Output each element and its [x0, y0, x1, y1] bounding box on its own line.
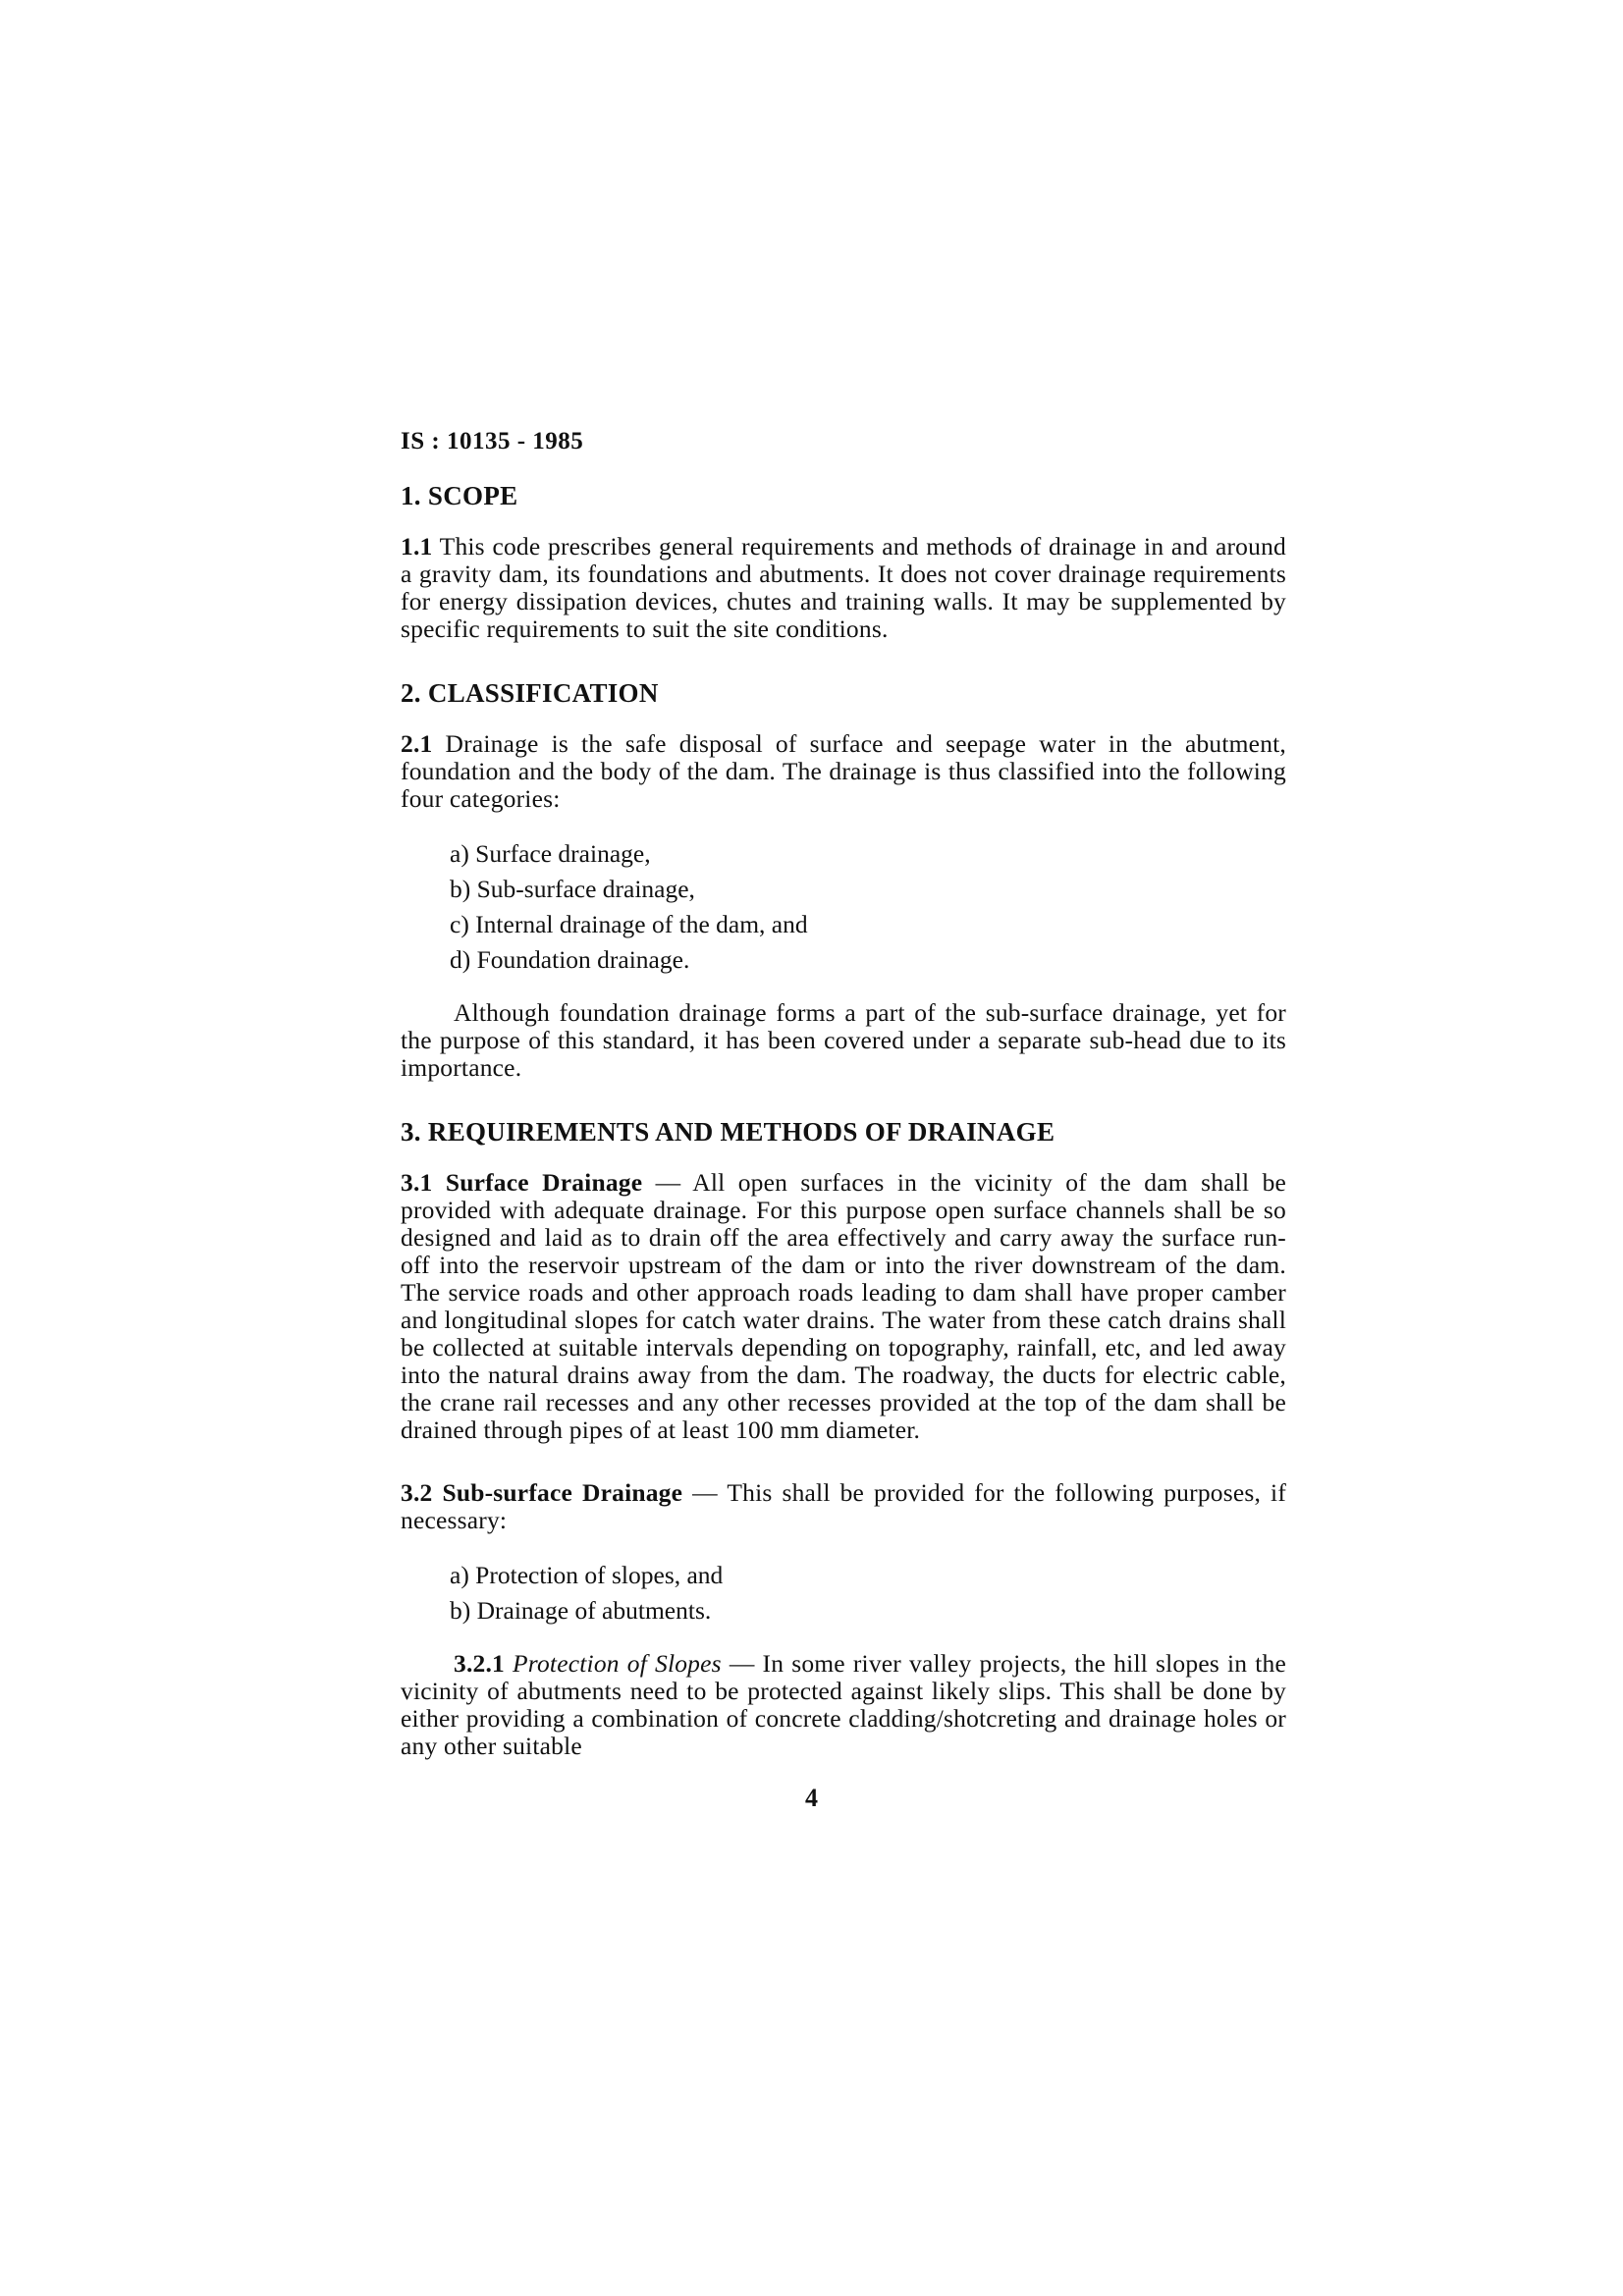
list-item: b) Drainage of abutments.	[450, 1596, 712, 1625]
clause-title: Protection of Slopes	[513, 1649, 722, 1678]
list-item: c) Internal drainage of the dam, and	[450, 910, 808, 938]
clause-number: 3.1	[401, 1168, 433, 1197]
paragraph-3-2	[401, 1479, 1286, 1534]
list-item: a) Surface drainage,	[450, 839, 651, 868]
heading-requirements: 3. REQUIREMENTS AND METHODS OF DRAINAGE	[401, 1117, 1055, 1147]
text-column	[401, 428, 1286, 1795]
clause-title: Surface Drainage	[445, 1168, 643, 1197]
heading-scope: 1. SCOPE	[401, 481, 518, 510]
paragraph-3-2-1	[401, 1650, 1286, 1760]
list-item: a) Protection of slopes, and	[450, 1561, 724, 1589]
subsurface-purposes-list	[401, 1558, 1286, 1629]
list-item: d) Foundation drainage.	[450, 945, 690, 974]
document-code: IS : 10135 - 1985	[401, 428, 584, 454]
clause-number: 1.1	[401, 532, 433, 561]
paragraph-3-1	[401, 1169, 1286, 1444]
clause-number: 3.2	[401, 1478, 433, 1507]
clause-number: 2.1	[401, 729, 433, 758]
clause-number: 3.2.1	[454, 1649, 505, 1678]
drainage-categories-list	[401, 836, 1286, 978]
clause-text: — In some river valley projects, the hill slopes in the vicinity of abutments need to be protected against likely slips. This shall be done by either providing a combination of concrete cladding/shotcreting and drainage holes or any other suitable	[401, 1649, 1287, 1760]
paragraph-1-1	[401, 533, 1286, 643]
list-item: b) Sub-surface drainage,	[450, 875, 695, 903]
clause-title: Sub-surface Drainage	[442, 1478, 683, 1507]
clause-text: — All open surfaces in the vicinity of the dam shall be provided with adequate drainage. For this purpose open surface channels shall be so designed and laid as to drain off the area effectively and carry away the surface run-off into the reservoir upstream of the dam or into the river downstream of the dam. The service roads and other approach roads leading to dam shall have proper camber and longitudinal slopes for catch water drains. The water from these catch drains shall be collected at suitable intervals depending on topography, rainfall, etc, and led away into the natural drains away from the dam. The roadway, the ducts for electric cable, the crane rail recesses and any other recesses provided at the top of the dam shall be drained through pipes of at least 100 mm diameter.	[401, 1168, 1287, 1444]
classification-note: Although foundation drainage forms a part of the sub-surface drainage, yet for the purpose of this standard, it has been covered under a separate sub-head due to its importance.	[401, 998, 1286, 1082]
clause-text: Drainage is the safe disposal of surface and seepage water in the abutment, foundation and the body of the dam. The drainage is thus classified into the following four categories:	[401, 729, 1287, 813]
paragraph-2-1	[401, 730, 1286, 813]
heading-classification: 2. CLASSIFICATION	[401, 678, 659, 708]
clause-text: — This shall be provided for the following purposes, if necessary:	[401, 1478, 1287, 1534]
page-number: 4	[805, 1784, 818, 1812]
clause-text: This code prescribes general requirements and methods of drainage in and around a gravity dam, its foundations and abutments. It does not cover drainage requirements for energy dissipation devices, chutes and training walls. It may be supplemented by specific requirements to suit the site conditions.	[401, 532, 1286, 643]
